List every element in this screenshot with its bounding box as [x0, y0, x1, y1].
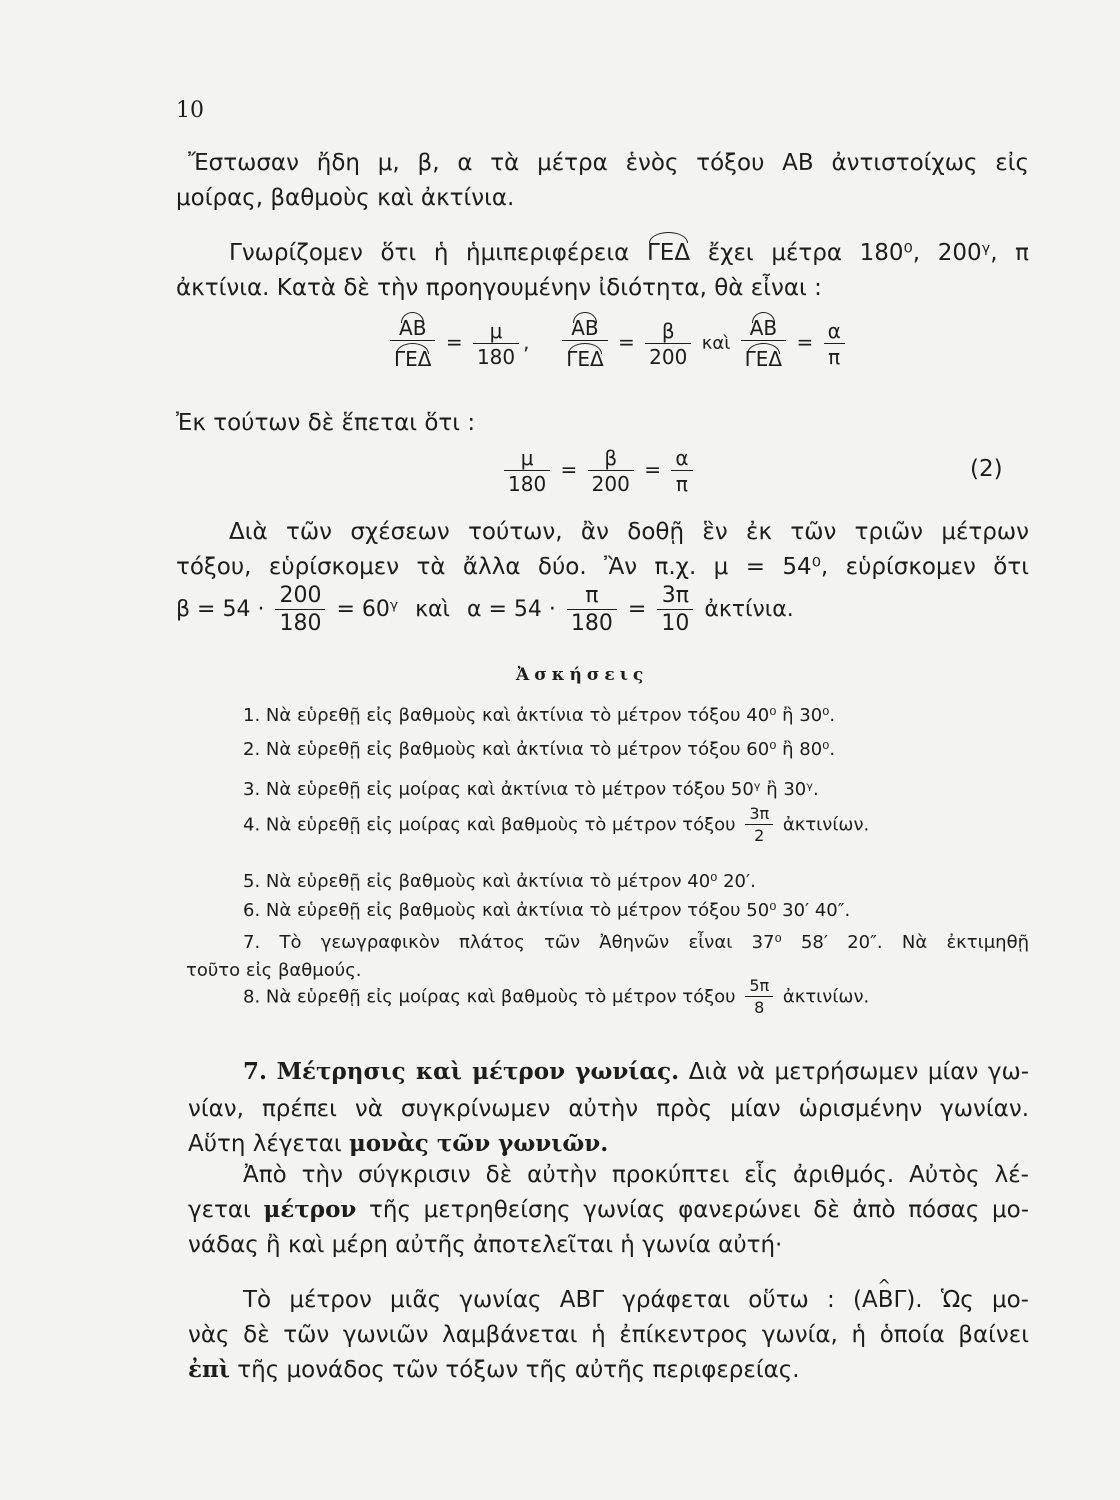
denom-180: 180	[570, 611, 613, 636]
last-para-line1-pre: Τὸ μέτρον μιᾶς γωνίας ΑΒΓ γράφεται οὕτω : (	[243, 1287, 862, 1313]
denom-180: 180	[476, 344, 516, 369]
exercise-1: 1. Νὰ εὑρεθῇ εἰς βαθμοὺς καὶ ἀκτίνια τὸ μέτρον τόξου 40⁰ ἢ 30⁰.	[243, 705, 836, 726]
section-number: 7.	[243, 1058, 268, 1085]
para1-line1: Ἔστωσαν ἤδη μ, β, α τὰ μέτρα ἑνὸς τόξου ΑΒ ἀντιστοίχως εἰς	[188, 150, 1029, 176]
exercise-7-line1: 7. Τὸ γεωγραφικὸν πλάτος τῶν Ἀθηνῶν εἶναι 37⁰ 58′ 20″. Νὰ ἐκτιμηθῇ	[243, 932, 1029, 953]
exercise-8	[243, 978, 869, 1016]
num-3pi: 3π	[745, 806, 773, 825]
section7-line5-pre: γεται	[188, 1197, 251, 1223]
section7-line3-pre: Αὕτη λέγεται	[188, 1131, 342, 1157]
arc-ab: ΑΒ	[749, 316, 778, 340]
frac-ab-ged-1	[390, 318, 435, 369]
arc-ged: ΓΕΔ	[566, 347, 604, 371]
equation-3	[176, 585, 794, 635]
frac-alpha-pi	[824, 318, 845, 369]
last-para-line1	[243, 1285, 1029, 1315]
exercise-8-text: 8. Νὰ εὑρεθῇ εἰς μοίρας καὶ βαθμοὺς τὸ μέτρον τόξου	[243, 986, 736, 1008]
equals-sign: =	[445, 330, 463, 354]
para2-line1-post: ἔχει μέτρα 180⁰, 200ᵞ, π	[707, 240, 1030, 266]
frac-mu-180	[504, 448, 550, 494]
exercise-5: 5. Νὰ εὑρεθῇ εἰς βαθμοὺς καὶ ἀκτίνια τὸ μέτρον 40⁰ 20′.	[243, 871, 756, 892]
denom-10: 10	[661, 611, 690, 636]
arc-ged: ΓΕΔ	[394, 347, 432, 371]
result-60: = 60ᵞ	[336, 597, 399, 622]
equals-sign: =	[796, 330, 814, 354]
last-para-line2: νὰς δὲ τῶν γωνιῶν λαμβάνεται ἡ ἐπίκεντρος γωνία, ἡ ὁποία βαίνει	[188, 1322, 1029, 1348]
frac-200-180	[275, 585, 325, 635]
section7-line5-post: τῆς μετρηθείσης γωνίας φανερώνει δὲ ἀπὸ πόσας μο-	[369, 1197, 1030, 1223]
comma: ,	[523, 330, 530, 354]
exercise-4-text: 4. Νὰ εὑρεθῇ εἰς μοίρας καὶ βαθμοὺς τὸ μέτρον τόξου	[243, 814, 736, 836]
section7-line5	[188, 1195, 1029, 1225]
equation-ratios	[386, 318, 849, 369]
section7-line1	[243, 1057, 1029, 1087]
kai-word: καὶ	[701, 333, 731, 354]
mu: μ	[473, 321, 519, 344]
exercise-2: 2. Νὰ εὑρεθῇ εἰς βαθμοὺς καὶ ἀκτίνια τὸ μέτρον τόξου 60⁰ ἢ 80⁰.	[243, 739, 836, 760]
frac-5pi-8	[745, 978, 773, 1016]
equals-sign: =	[627, 597, 647, 622]
frac-alpha-pi	[671, 448, 692, 494]
period: .	[600, 1130, 609, 1157]
page-number: 10	[176, 98, 204, 123]
para2-line1	[229, 238, 1029, 268]
beta-lhs: β = 54 ·	[176, 597, 265, 622]
exercise-8-unit: ἀκτινίων.	[782, 986, 870, 1008]
para3: Ἐκ τούτων δὲ ἕπεται ὅτι :	[176, 410, 476, 436]
mu: μ	[504, 448, 550, 471]
arc-ab: ΑΒ	[571, 316, 599, 340]
denom-2: 2	[754, 826, 765, 845]
frac-pi-180	[567, 585, 617, 635]
angle-abg: ^ ΑΒΓ	[862, 1285, 906, 1315]
unit-radians: ἀκτίνια.	[704, 597, 794, 622]
frac-mu-180	[473, 318, 519, 369]
para2-line2: ἀκτίνια. Κατὰ δὲ τὴν προηγουμένην ἰδιότητα, θὰ εἶναι :	[176, 275, 822, 301]
equals-sign: =	[644, 457, 661, 482]
num-3pi: 3π	[657, 585, 693, 610]
frac-beta-200	[588, 448, 634, 494]
equation-2	[500, 448, 697, 494]
denom-200: 200	[649, 344, 688, 369]
exercise-4	[243, 806, 869, 844]
exercise-4-unit: ἀκτινίων.	[782, 814, 870, 836]
last-para-line3-post: τῆς μονάδος τῶν τόξων τῆς αὐτῆς περιφερείας.	[237, 1357, 800, 1383]
section7-line3	[188, 1129, 608, 1159]
frac-3pi-2	[745, 806, 773, 844]
denom-200: 200	[591, 472, 630, 496]
frac-beta-200	[645, 318, 691, 369]
denom-180: 180	[279, 611, 322, 636]
num-5pi: 5π	[745, 978, 773, 997]
term-upon: ἐπὶ	[188, 1356, 230, 1383]
pi: π	[828, 344, 841, 369]
pi: π	[675, 472, 688, 496]
term-unit-of-angles: μονὰς τῶν γωνιῶν	[348, 1130, 601, 1157]
alpha: α	[671, 448, 692, 471]
beta: β	[645, 321, 691, 344]
alpha-lhs: α = 54 ·	[467, 597, 556, 622]
denom-8: 8	[754, 998, 765, 1017]
equation-label: (2)	[970, 456, 1003, 482]
exercises-heading: Ἀσκήσεις	[516, 665, 649, 685]
frac-ab-ged-2	[562, 318, 607, 369]
last-para-line1-post: ). Ὡς μο-	[906, 1287, 1029, 1313]
section7-line4: Ἀπὸ τὴν σύγκρισιν δὲ αὐτὴν προκύπτει εἷς ἀριθμός. Αὐτὸς λέ-	[243, 1162, 1029, 1188]
para4-line2: τόξου, εὑρίσκομεν τὰ ἄλλα δύο. Ἂν π.χ. μ = 54⁰, εὑρίσκομεν ὅτι	[176, 554, 1029, 580]
equals-sign: =	[560, 457, 578, 482]
alpha: α	[824, 321, 845, 344]
frac-3pi-10	[657, 585, 693, 635]
section-title: Μέτρησις καὶ μέτρον γωνίας.	[276, 1058, 680, 1085]
arc-ged: ΓΕΔ	[646, 240, 691, 266]
denom-180: 180	[508, 472, 547, 496]
para2-line1-pre: Γνωρίζομεν ὅτι ἡ ἡμιπεριφέρεια	[229, 240, 630, 266]
beta: β	[588, 448, 634, 471]
frac-ab-ged-3	[741, 318, 786, 369]
kai-word: καὶ	[415, 597, 450, 622]
section7-line1-rest: Διὰ νὰ μετρήσωμεν μίαν γω-	[688, 1059, 1029, 1085]
section7-line2: νίαν, πρέπει νὰ συγκρίνωμεν αὐτὴν πρὸς μίαν ὡρισμένην γωνίαν.	[188, 1096, 1029, 1122]
equals-sign: =	[618, 330, 635, 354]
exercise-6: 6. Νὰ εὑρεθῇ εἰς βαθμοὺς καὶ ἀκτίνια τὸ μέτρον τόξου 50⁰ 30′ 40″.	[243, 900, 851, 921]
para1-line2: μοίρας, βαθμοὺς καὶ ἀκτίνια.	[176, 185, 515, 211]
para4-line1: Διὰ τῶν σχέσεων τούτων, ἂν δοθῇ ἓν ἐκ τῶν τριῶν μέτρων	[229, 519, 1029, 545]
num-200: 200	[275, 585, 325, 610]
last-para-line3	[188, 1355, 800, 1385]
arc-ged: ΓΕΔ	[744, 347, 783, 371]
arc-ab: ΑΒ	[399, 316, 427, 340]
term-measure: μέτρον	[263, 1196, 357, 1223]
section7-line6: νάδας ἢ καὶ μέρη αὐτῆς ἀποτελεῖται ἡ γωνία αὐτή·	[188, 1232, 783, 1258]
pi: π	[567, 585, 617, 610]
exercise-7-line2: τοῦτο εἰς βαθμούς.	[186, 960, 362, 981]
exercise-3: 3. Νὰ εὑρεθῇ εἰς μοίρας καὶ ἀκτίνια τὸ μέτρον τόξου 50ᵞ ἢ 30ᵞ.	[243, 779, 819, 800]
